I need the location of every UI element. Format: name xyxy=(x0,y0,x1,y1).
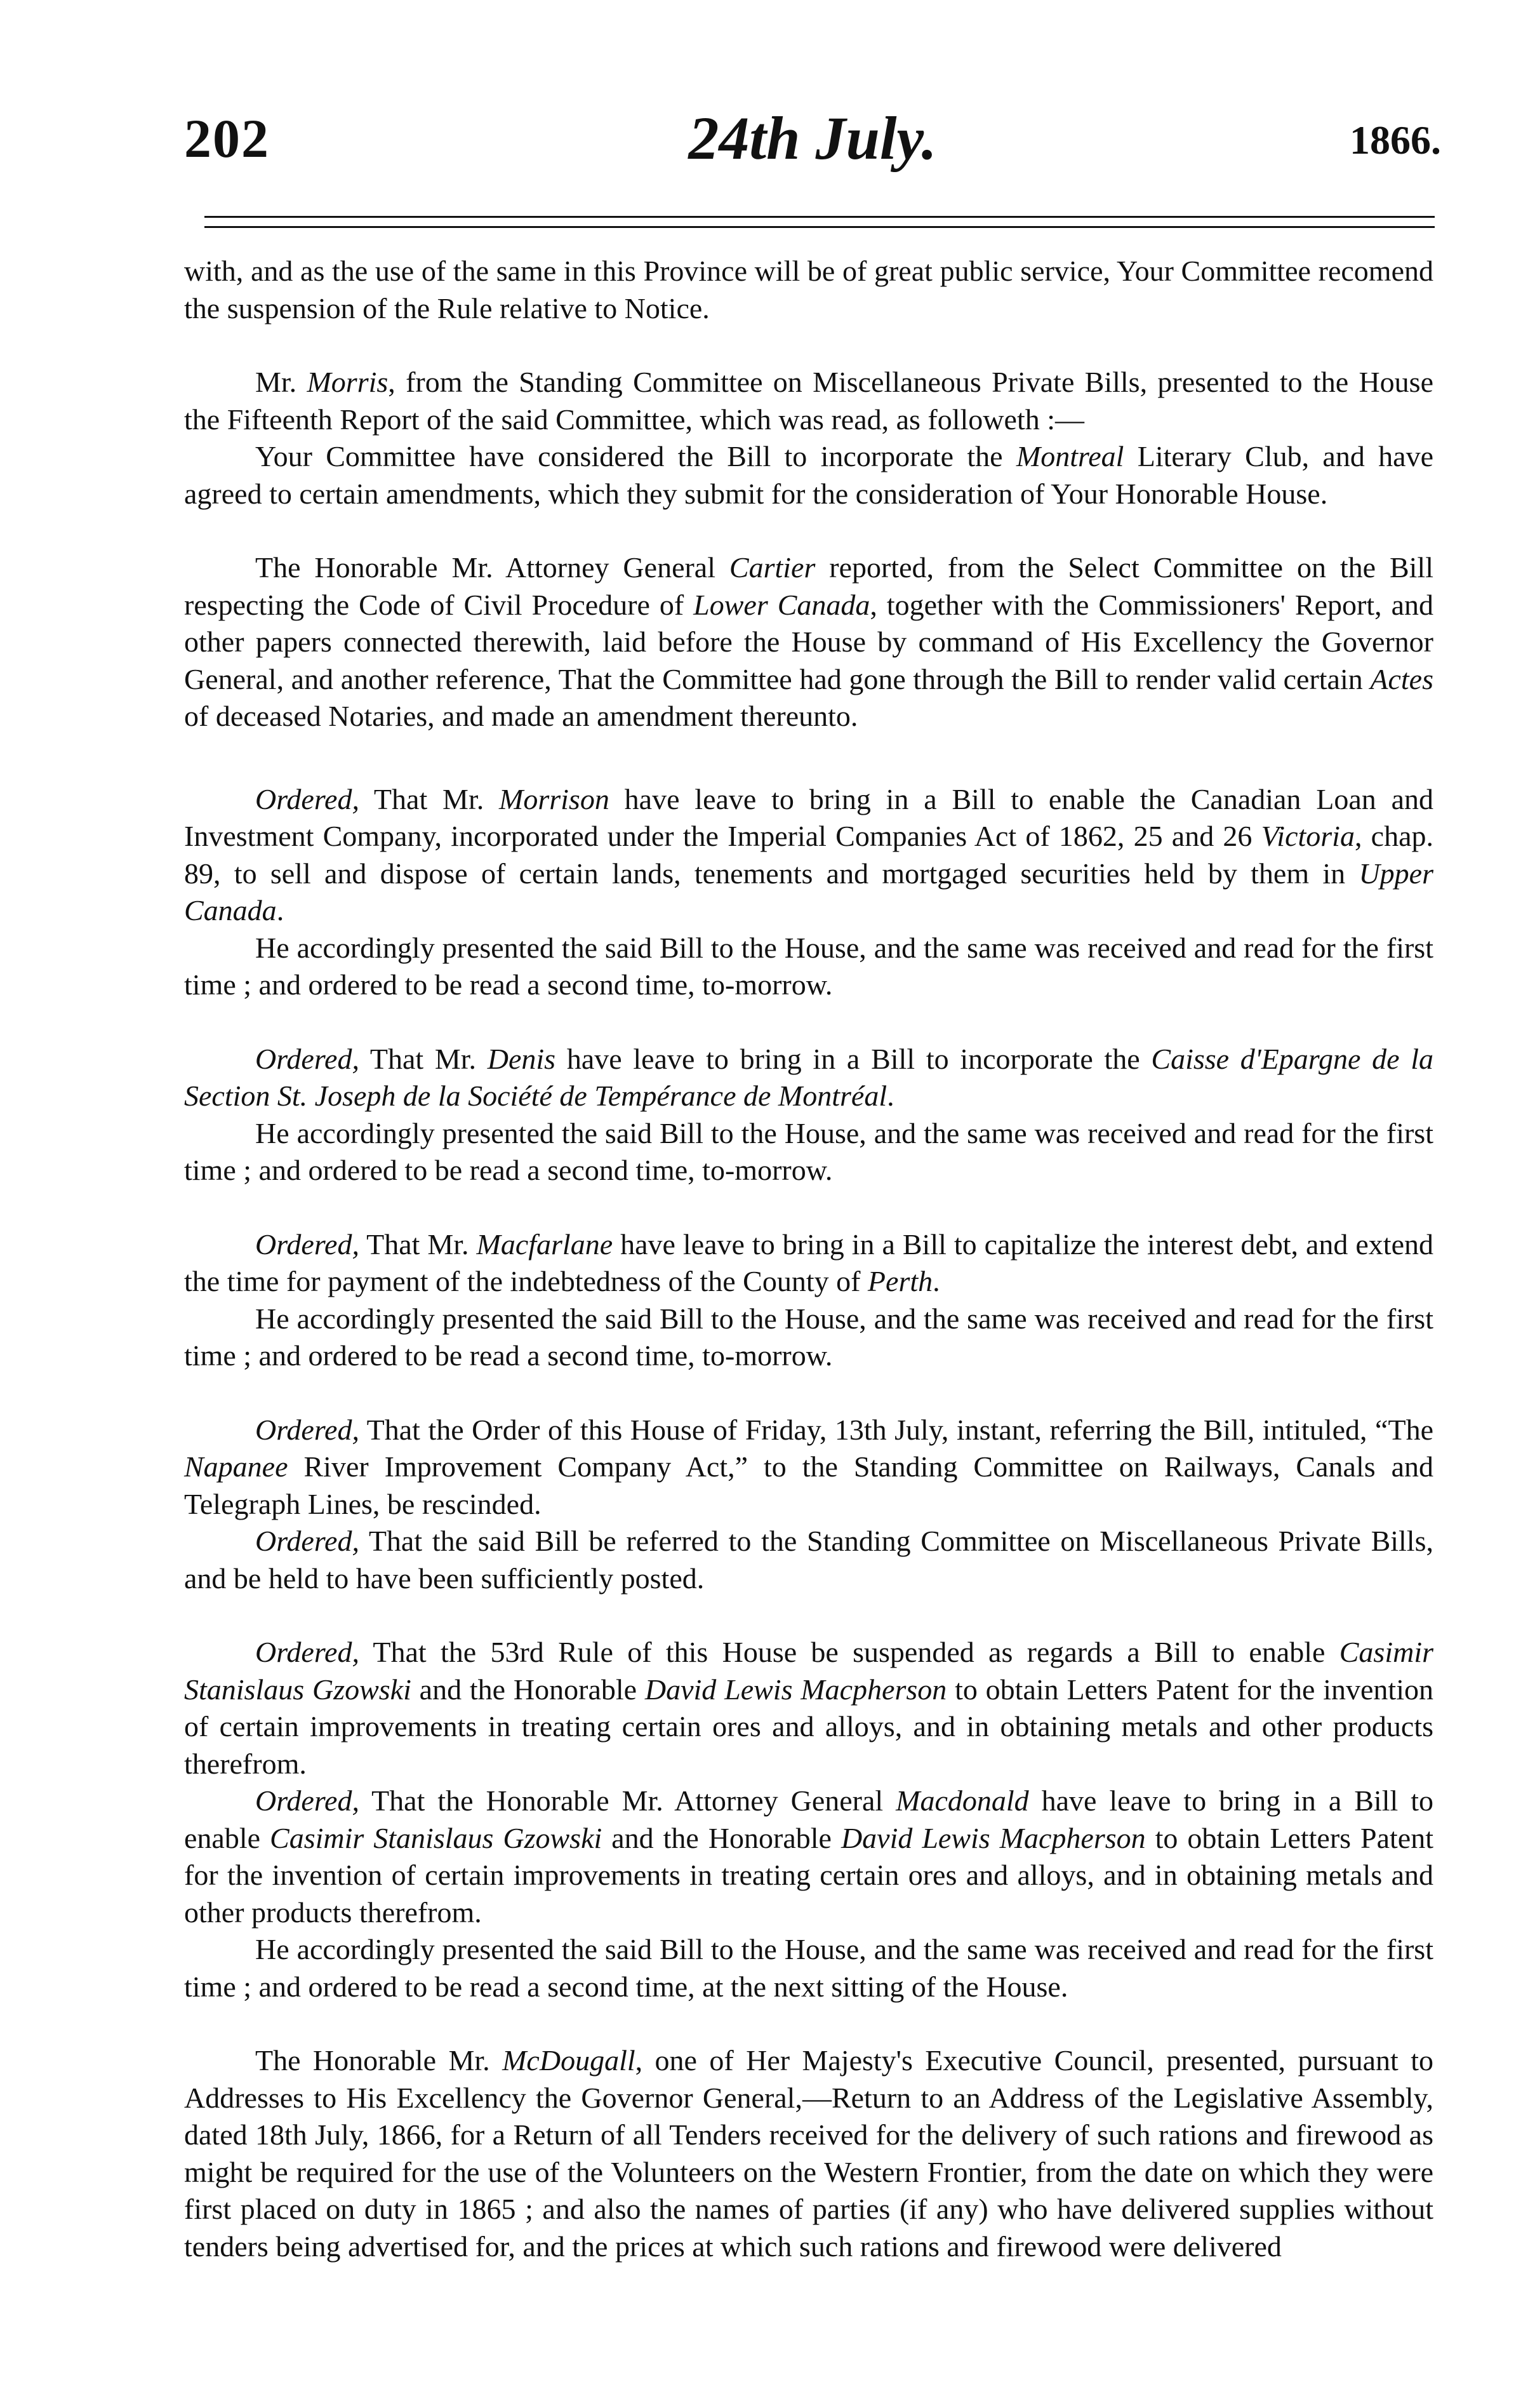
page-header xyxy=(184,104,1441,183)
paragraph-morrison-bill: Ordered, That Mr. Morrison have leave to bring in a Bill to enable the Canadian Loan and Investment Company, incorporated under the Imperial Companies Act of 1862, 25 and 26 Victoria, chap. 89, to sell and dispose of certain lands, tenements and mortgaged securities held by them in Upper Canada. xyxy=(184,782,1433,926)
header-year: 1866. xyxy=(1350,117,1441,163)
header-rule-top xyxy=(204,216,1435,218)
paragraph-macfarlane-bill: Ordered, That Mr. Macfarlane have leave to bring in a Bill to capitalize the interest debt, and extend the time for payment of the indebtedness of the County of Perth. xyxy=(184,1227,1433,1297)
page-number: 202 xyxy=(184,108,270,169)
paragraph-napanee-referred: Ordered, That the said Bill be referred to the Standing Committee on Miscellaneous Private Bills, and be held to have been sufficiently posted. xyxy=(184,1525,1433,1595)
paragraph-mcdougall-return: The Honorable Mr. McDougall, one of Her Majesty's Executive Council, presented, pursuant to Addresses to His Excellency the Governor General,—Return to an Address of the Legislative Assembly, dated 18th July, 1866, for a Return of all Tenders received for the delivery of such rations and firewood as might be required for the use of the Volunteers on the Western Frontier, from the date on which they were first placed on duty in 1865 ; and also the names of parties (if any) who have delivered supplies without tenders being advertised for, and the prices at which such rations and firewood were delivered xyxy=(184,2044,1433,2263)
journal-body xyxy=(184,253,1433,2265)
paragraph-morrison-presented: He accordingly presented the said Bill to the House, and the same was received and read for the first time ; and ordered to be read a second time, to-morrow. xyxy=(184,931,1433,1001)
paragraph-denis-presented: He accordingly presented the said Bill to the House, and the same was received and read for the first time ; and ordered to be read a second time, to-morrow. xyxy=(184,1116,1433,1186)
paragraph-macdonald-presented: He accordingly presented the said Bill to the House, and the same was received and read for the first time ; and ordered to be read a second time, at the next sitting of the House. xyxy=(184,1933,1433,2003)
paragraph-committee-notice: with, and as the use of the same in this Province will be of great public service, Your Committee recomend the suspension of the Rule relative to Notice. xyxy=(184,255,1433,324)
paragraph-morris-report: Mr. Morris, from the Standing Committee on Miscellaneous Private Bills, presented to the House the Fifteenth Report of the said Committee, which was read, as followeth :— xyxy=(184,366,1433,436)
paragraph-rule-suspended: Ordered, That the 53rd Rule of this House be suspended as regards a Bill to enable Casimir Stanislaus Gzowski and the Honorable David Lewis Macpherson to obtain Letters Patent for the invention of certain improvements in treating certain ores and alloys, and in obtaining metals and other products therefrom. xyxy=(184,1636,1433,1780)
paragraph-napanee-order: Ordered, That the Order of this House of Friday, 13th July, instant, referring the Bill, intituled, “The Napanee River Improvement Company Act,” to the Standing Committee on Railways, Canals and Telegraph Lines, be rescinded. xyxy=(184,1413,1433,1520)
paragraph-denis-bill: Ordered, That Mr. Denis have leave to bring in a Bill to incorporate the Caisse d'Epargne de la Section St. Joseph de la Société de Tempérance de Montréal. xyxy=(184,1042,1433,1112)
running-date-title: 24th July. xyxy=(688,104,937,172)
paragraph-macfarlane-presented: He accordingly presented the said Bill to the House, and the same was received and read for the first time ; and ordered to be read a second time, to-morrow. xyxy=(184,1302,1433,1372)
paragraph-macdonald-bill: Ordered, That the Honorable Mr. Attorney General Macdonald have leave to bring in a Bill to enable Casimir Stanislaus Gzowski and the Honorable David Lewis Macpherson to obtain Letters Patent for the invention of certain improvements in treating certain ores and alloys, and in obtaining metals and other products therefrom. xyxy=(184,1784,1433,1929)
paragraph-literary-club: Your Committee have considered the Bill to incorporate the Montreal Literary Club, and have agreed to certain amendments, which they submit for the consideration of Your Honorable House. xyxy=(184,440,1433,510)
header-rule-bottom xyxy=(204,226,1435,228)
paragraph-cartier-report: The Honorable Mr. Attorney General Cartier reported, from the Select Committee on the Bill respecting the Code of Civil Procedure of Lower Canada, together with the Commissioners' Report, and other papers connected therewith, laid before the House by command of His Excellency the Governor General, and another reference, That the Committee had gone through the Bill to render valid certain Actes of deceased Notaries, and made an amendment thereunto. xyxy=(184,551,1433,732)
